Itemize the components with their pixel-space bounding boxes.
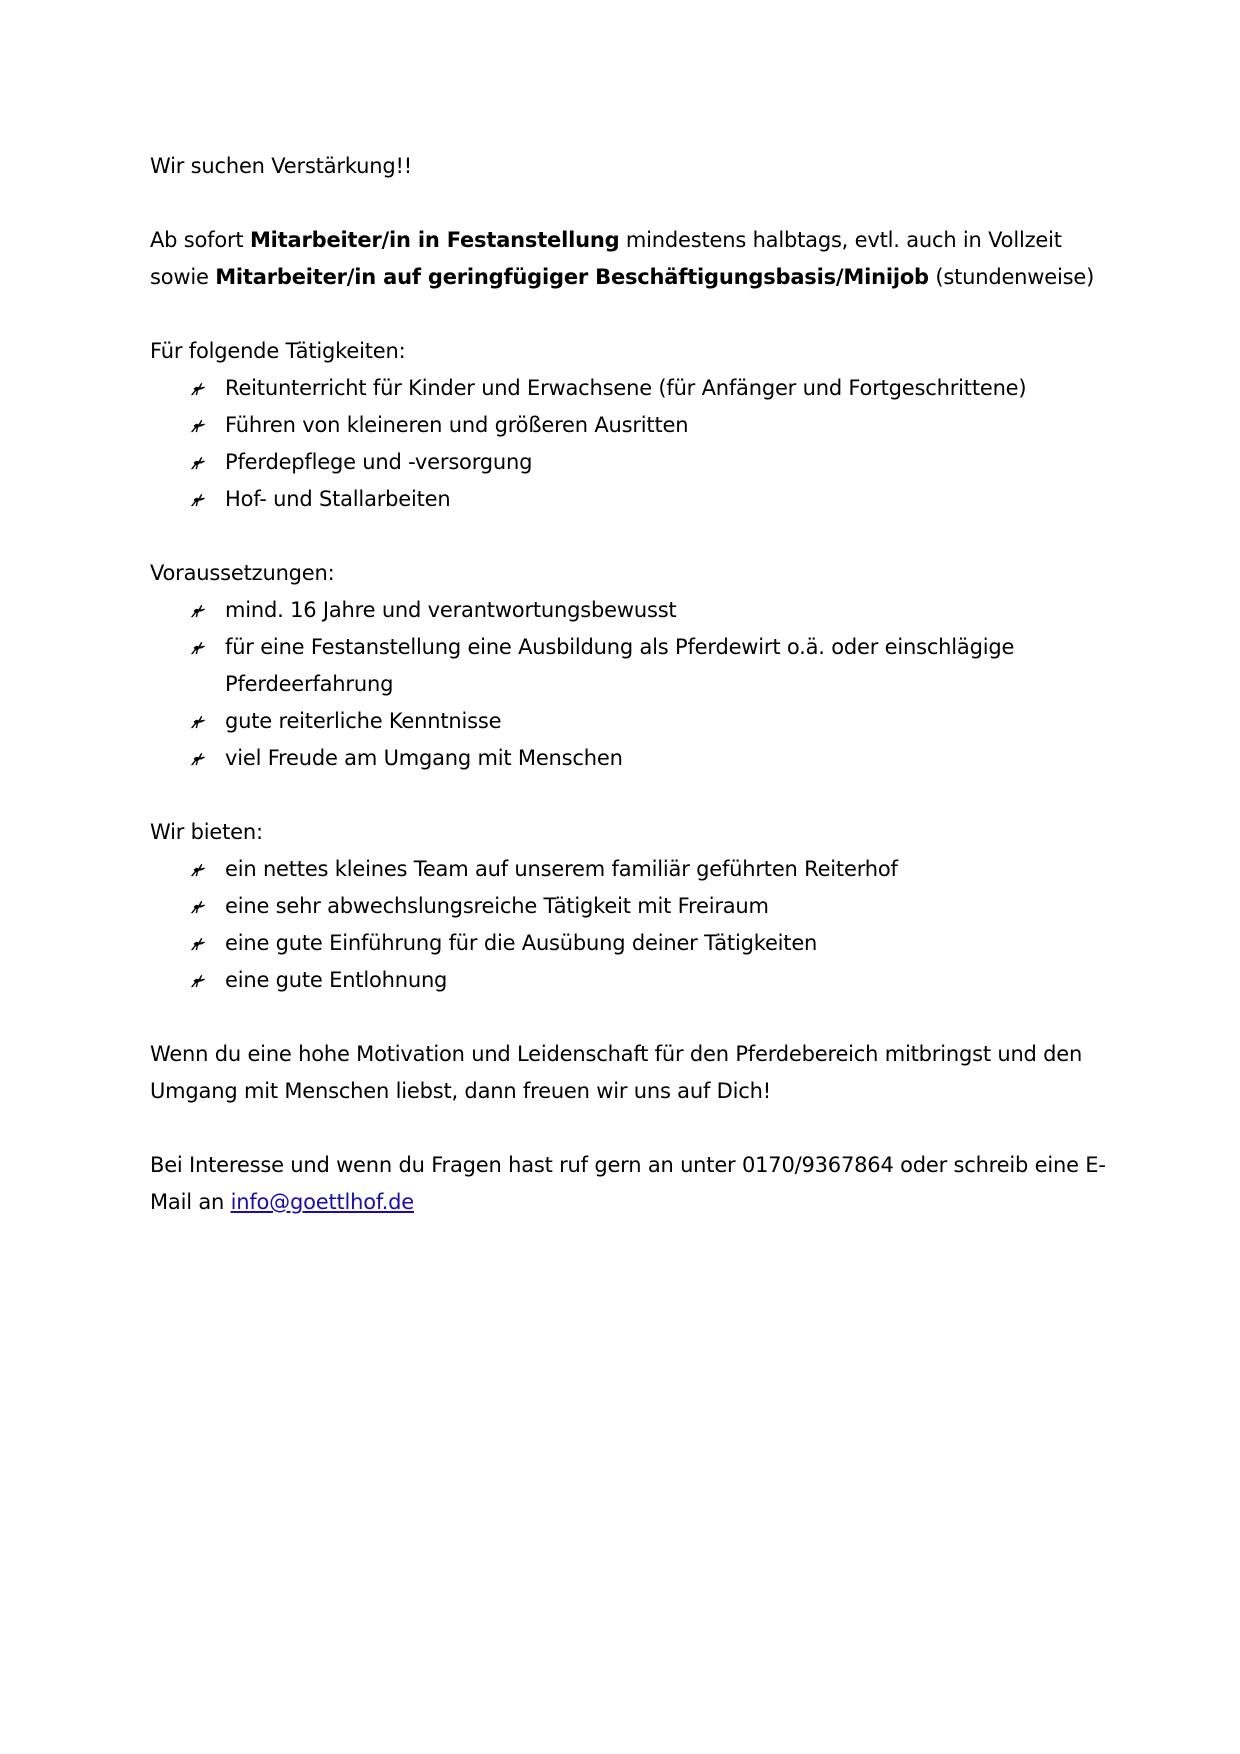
section-heading-wir-bieten: Wir bieten: (150, 820, 263, 844)
intro-line1-bold: Mitarbeiter/in in Festanstellung (249, 228, 620, 252)
horse-icon (188, 444, 225, 481)
list-item-text: mind. 16 Jahre und verantwortungsbewusst (225, 598, 677, 622)
list-item-text: eine sehr abwechslungsreiche Tätigkeit mit Freiraum (225, 894, 769, 918)
list-item (188, 370, 1120, 407)
contact-paragraph (150, 1147, 1110, 1221)
horse-icon (188, 703, 225, 740)
list-item-text: Reitunterricht für Kinder und Erwachsene (für Anfänger und Fortgeschrittene) (225, 376, 1027, 400)
list-item-text: eine gute Entlohnung (225, 968, 448, 992)
list-item-text: für eine Festanstellung eine Ausbildung als Pferdewirt o.ä. oder einschlägige Pferdeerfahrung (225, 635, 1015, 696)
list-item (188, 851, 1120, 888)
list-item-text: eine gute Einführung für die Ausübung deiner Tätigkeiten (225, 931, 818, 955)
list-voraussetzungen (150, 592, 1120, 777)
section-heading-voraussetzungen: Voraussetzungen: (150, 561, 335, 585)
intro-paragraph (150, 222, 1120, 296)
list-item-text: Pferdepflege und -versorgung (225, 450, 533, 474)
list-item-text: Führen von kleineren und größeren Ausritten (225, 413, 689, 437)
list-item (188, 703, 1120, 740)
spacer (150, 185, 1120, 222)
list-item (188, 592, 1120, 629)
contact-text: Bei Interesse und wenn du Fragen hast ruf gern an unter 0170/9367864 oder schreib eine E-Mail an (150, 1153, 1106, 1214)
list-wir-bieten (150, 851, 1120, 999)
intro-line1-post: mindestens halbtags, evtl. auch in Vollzeit (619, 228, 1062, 252)
horse-icon (188, 962, 225, 999)
horse-icon (188, 407, 225, 444)
spacer (150, 1110, 1120, 1147)
spacer (150, 518, 1120, 555)
horse-icon (188, 629, 225, 666)
horse-icon (188, 925, 225, 962)
email-link[interactable]: info@goettlhof.de (230, 1190, 414, 1214)
list-item (188, 407, 1120, 444)
spacer (150, 999, 1120, 1036)
list-item-text: Hof- und Stallarbeiten (225, 487, 451, 511)
headline: Wir suchen Verstärkung!! (150, 154, 412, 178)
list-item-text: ein nettes kleines Team auf unserem familiär geführten Reiterhof (225, 857, 898, 881)
horse-icon (188, 740, 225, 777)
intro-line2-post: (stundenweise) (928, 265, 1095, 289)
spacer (150, 296, 1120, 333)
list-item (188, 740, 1120, 777)
intro-line2-pre: sowie (150, 265, 216, 289)
horse-icon (188, 592, 225, 629)
list-item (188, 888, 1120, 925)
horse-icon (188, 888, 225, 925)
list-item (188, 444, 1120, 481)
list-taetigkeiten (150, 370, 1120, 518)
list-item-text: viel Freude am Umgang mit Menschen (225, 746, 623, 770)
intro-line2-bold: Mitarbeiter/in auf geringfügiger Beschäftigungsbasis/Minijob (215, 265, 929, 289)
list-item (188, 962, 1120, 999)
section-heading-taetigkeiten: Für folgende Tätigkeiten: (150, 339, 406, 363)
list-item (188, 925, 1120, 962)
spacer (150, 777, 1120, 814)
list-item (188, 481, 1120, 518)
horse-icon (188, 370, 225, 407)
list-item (188, 629, 1120, 703)
closing-paragraph: Wenn du eine hohe Motivation und Leidenschaft für den Pferdebereich mitbringst und den Umgang mit Menschen liebst, dann freuen wir uns auf Dich! (150, 1042, 1083, 1103)
intro-line1-pre: Ab sofort (150, 228, 250, 252)
horse-icon (188, 481, 225, 518)
horse-icon (188, 851, 225, 888)
list-item-text: gute reiterliche Kenntnisse (225, 709, 502, 733)
